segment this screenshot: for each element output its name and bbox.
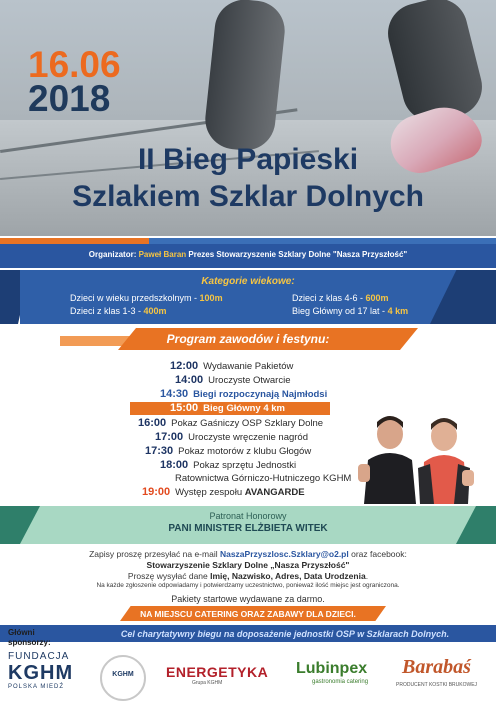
band-name: AVANGARDE	[244, 487, 305, 498]
category-label: Dzieci z klas 1-3 -	[70, 306, 144, 316]
program-time: 18:00	[160, 459, 189, 471]
program-desc: Pokaz Gaśniczy OSP Szklary Dolne	[171, 418, 324, 429]
kghm-badge-logo	[100, 655, 146, 701]
event-date-year: 2018	[28, 78, 111, 119]
category-label: Dzieci z klas 4-6 -	[292, 293, 366, 303]
category-item	[70, 306, 167, 316]
program-desc: Uroczyste wręczenie nagród	[188, 432, 308, 443]
organizer-title: Prezes Stowarzyszenie Szklary Dolne "Nasza Przyszłość"	[188, 250, 408, 259]
program-item	[160, 388, 327, 400]
registration-data-line	[0, 571, 496, 581]
program-time: 14:00	[175, 374, 204, 386]
performers-photo	[358, 408, 476, 504]
registration-facebook: Stowarzyszenie Szklary Dolne „Nasza Przyszłość"	[146, 560, 350, 570]
program-item-continuation: Ratownictwa Górniczo-Hutniczego KGHM	[175, 473, 352, 484]
registration-required-fields: Imię, Nazwisko, Adres, Data Urodzenia	[210, 571, 366, 581]
category-label: Bieg Główny od 17 lat -	[292, 306, 388, 316]
kghm-badge-text: KGHM	[112, 671, 134, 678]
sponsors-label: Główni sponsorzy:	[8, 628, 51, 647]
fundacja-logo-text: FUNDACJA	[8, 651, 70, 662]
event-title-line1: II Bieg Papieski	[137, 143, 359, 176]
registration-note: Na każde zgłoszenie odpowiadamy i potwierdzamy uczestnictwo, ponieważ ilość miejsc jest ograniczona.	[96, 582, 400, 589]
program-desc: Wydawanie Pakietów	[203, 361, 294, 372]
program-item	[175, 374, 291, 386]
barabas-subtitle: PRODUCENT KOSTKI BRUKOWEJ	[396, 682, 478, 688]
program-desc: Uroczyste Otwarcie	[208, 375, 291, 386]
program-time: 19:00	[142, 486, 171, 498]
registration-line	[0, 549, 496, 559]
program-desc-text: Występ zespołu	[175, 487, 245, 498]
lubinpex-logo: Lubinpex	[296, 660, 368, 677]
program-desc: Bieg Główny 4 km	[203, 403, 285, 414]
energetyka-subtitle: Grupa KGHM	[192, 680, 223, 686]
category-item	[292, 293, 389, 303]
registration-text: oraz facebook:	[348, 549, 407, 559]
patron-name: PANI MINISTER ELŻBIETA WITEK	[168, 523, 328, 534]
program-item	[138, 417, 323, 429]
program-item	[155, 431, 308, 443]
registration-email-link[interactable]: NaszaPrzyszlosc.Szklary@o2.pl	[219, 549, 349, 559]
program-time: 17:30	[145, 445, 174, 457]
performers-illustration	[358, 408, 476, 504]
category-distance: 400m	[143, 306, 167, 316]
category-distance: 600m	[365, 293, 389, 303]
program-desc: Pokaz sprzętu Jednostki	[193, 460, 297, 471]
registration-text: Zapisy proszę przesyłać na e-mail	[89, 549, 220, 559]
program-time: 17:00	[155, 431, 184, 443]
energetyka-logo: ENERGETYKA	[166, 664, 269, 680]
event-date-day: 16.06	[28, 44, 121, 85]
category-distance: 4 km	[387, 306, 409, 316]
categories-title: Kategorie wiekowe:	[201, 276, 295, 287]
program-item	[160, 459, 296, 471]
organizer-name: Paweł Baran	[138, 250, 187, 259]
program-desc	[175, 487, 304, 498]
charity-text: Cel charytatywny biegu na doposażenie jednostki OSP w Szklarach Dolnych.	[120, 629, 450, 639]
category-distance: 100m	[199, 293, 223, 303]
kghm-logo-text: KGHM	[8, 662, 74, 684]
program-item	[145, 445, 311, 457]
program-item	[170, 360, 293, 372]
program-time: 14:30	[160, 388, 189, 400]
lubinpex-subtitle: gastronomia catering	[312, 679, 369, 685]
program-item	[170, 402, 285, 414]
event-title-line2: Szlakiem Szklar Dolnych	[72, 180, 424, 213]
registration-text: Proszę wysyłać dane	[127, 571, 211, 581]
program-desc: Biegi rozpoczynają Najmłodsi	[193, 389, 328, 400]
organizer-line	[0, 250, 496, 259]
barabas-logo: Barabaś	[402, 656, 471, 678]
category-item	[70, 293, 223, 303]
program-item	[142, 486, 305, 498]
program-title: Program zawodów i festynu:	[166, 332, 330, 346]
polska-miedz-text: POLSKA MIEDŹ	[8, 684, 65, 690]
program-time: 16:00	[138, 417, 167, 429]
program-desc: Pokaz motorów z klubu Głogów	[178, 446, 312, 457]
category-label: Dzieci w wieku przedszkolnym -	[70, 293, 200, 303]
program-time: 15:00	[170, 402, 199, 414]
registration-text: .	[365, 571, 369, 581]
patron-label: Patronat Honorowy	[209, 511, 287, 521]
program-time: 12:00	[170, 360, 199, 372]
organizer-label: Organizator:	[88, 250, 137, 259]
category-item	[292, 306, 408, 316]
catering-text: NA MIEJSCU CATERING ORAZ ZABAWY DLA DZIECI.	[140, 609, 356, 619]
packets-note: Pakiety startowe wydawane za darmo.	[171, 594, 325, 604]
